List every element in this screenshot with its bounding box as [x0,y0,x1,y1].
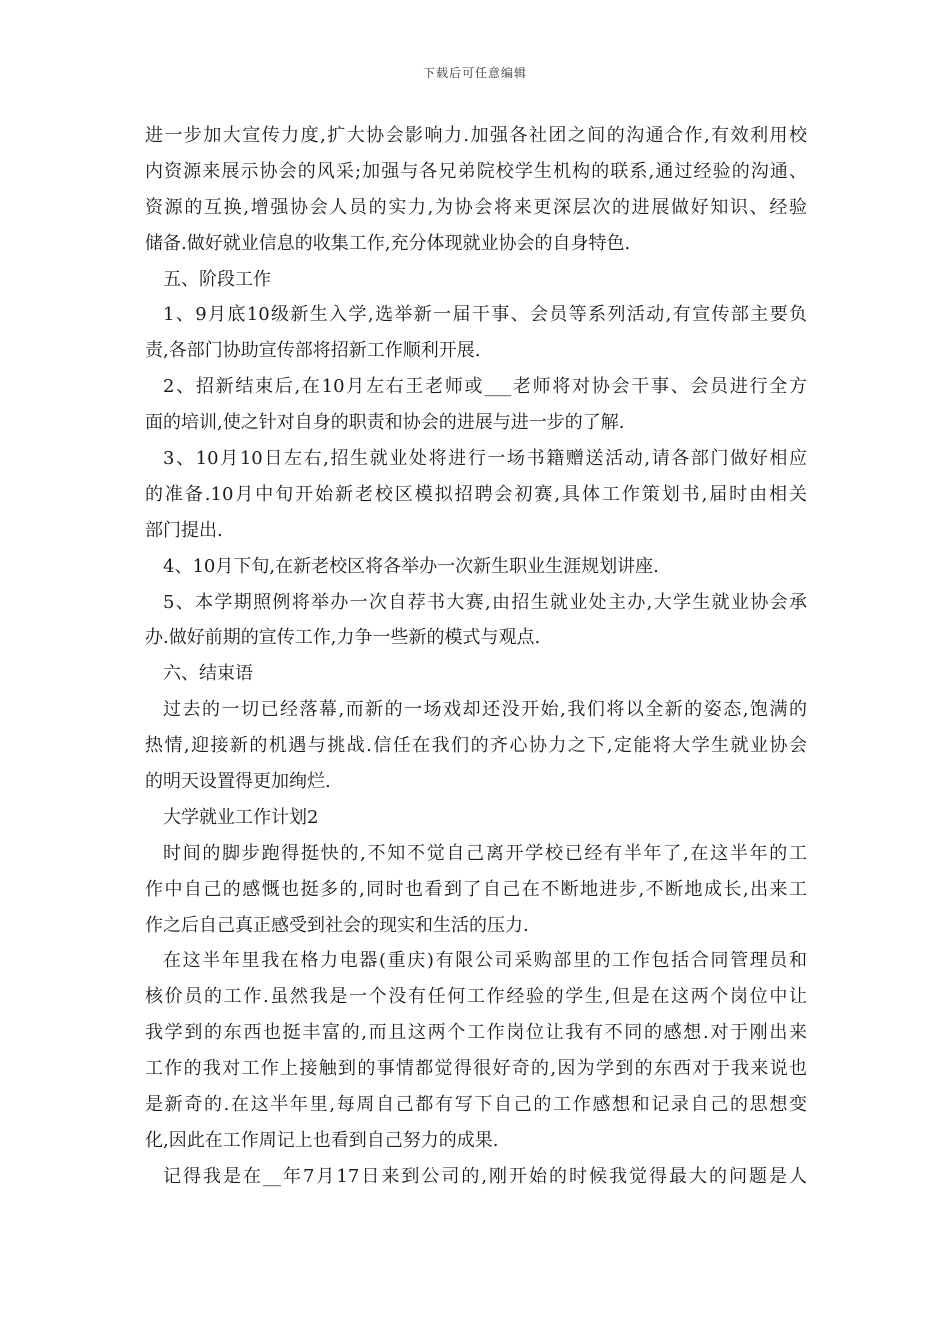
text-line: 5、本学期照例将举办一次自荐书大赛,由招生就业处主办,大学生就业协会承 [163,591,807,613]
page-header: 下载后可任意编辑 [422,66,527,80]
text-line: 时间的脚步跑得挺快的,不知不觉自己离开学校已经有半年了,在这半年的工 [163,842,807,864]
text-line: 办.做好前期的宣传工作,力争一些新的模式与观点. [145,627,541,649]
text-line: 面的培训,使之针对自身的职责和协会的进展与进一步的了解. [145,412,625,434]
text-line: 部门提出. [145,519,223,541]
text-line: 五、阶段工作 [163,268,271,290]
text-line: 六、结束语 [163,663,253,685]
text-line: 1、9月底10级新生入学,选举新一届干事、会员等系列活动,有宣传部主要负 [163,304,807,326]
text-line: 热情,迎接新的机遇与挑战.信任在我们的齐心协力之下,定能将大学生就业协会 [145,735,807,757]
text-line: 资源的互换,增强协会人员的实力,为协会将来更深层次的进展做好知识、经验 [145,196,807,218]
text-line: 2、招新结束后,在10月左右王老师或___老师将对协会干事、会员进行全方 [163,376,807,398]
text-line: 的明天设置得更加绚烂. [145,771,331,793]
text-line: 进一步加大宣传力度,扩大协会影响力.加强各社团之间的沟通合作,有效利用校 [145,125,807,146]
text-line: 是新奇的.在这半年里,每周自己都有写下自己的工作感想和记录自己的思想变 [145,1094,807,1116]
text-line: 的准备.10月中旬开始新老校区模拟招聘会初赛,具体工作策划书,届时由相关 [145,483,807,505]
text-line: 过去的一切已经落幕,而新的一场戏却还没开始,我们将以全新的姿态,饱满的 [163,699,807,721]
text-line: 4、10月下旬,在新老校区将各举办一次新生职业生涯规划讲座. [163,555,659,577]
text-line: 记得我是在__年7月17日来到公司的,刚开始的时候我觉得最大的问题是人 [163,1165,807,1187]
text-line: 工作的我对工作上接触到的事情都觉得很好奇的,因为学到的东西对于我来说也 [145,1058,807,1080]
text-line: 核价员的工作.虽然我是一个没有任何工作经验的学生,但是在这两个岗位中让 [145,986,807,1008]
text-line: 在这半年里我在格力电器(重庆)有限公司采购部里的工作包括合同管理员和 [163,950,807,972]
text-line: 储备.做好就业信息的收集工作,充分体现就业协会的自身特色. [145,232,631,254]
text-line: 作之后自己真正感受到社会的现实和生活的压力. [145,914,529,936]
text-line: 内资源来展示协会的风采;加强与各兄弟院校学生机构的联系,通过经验的沟通、 [145,160,807,182]
text-line: 责,各部门协助宣传部将招新工作顺利开展. [145,340,481,362]
text-line: 作中自己的感慨也挺多的,同时也看到了自己在不断地进步,不断地成长,出来工 [145,878,807,900]
text-line: 我学到的东西也挺丰富的,而且这两个工作岗位让我有不同的感想.对于刚出来 [145,1022,807,1044]
text-line: 化,因此在工作周记上也看到自己努力的成果. [145,1129,499,1151]
document-body [145,118,807,1195]
text-line: 大学就业工作计划2 [163,806,319,828]
text-line: 3、10月10日左右,招生就业处将进行一场书籍赠送活动,请各部门做好相应 [163,448,807,470]
